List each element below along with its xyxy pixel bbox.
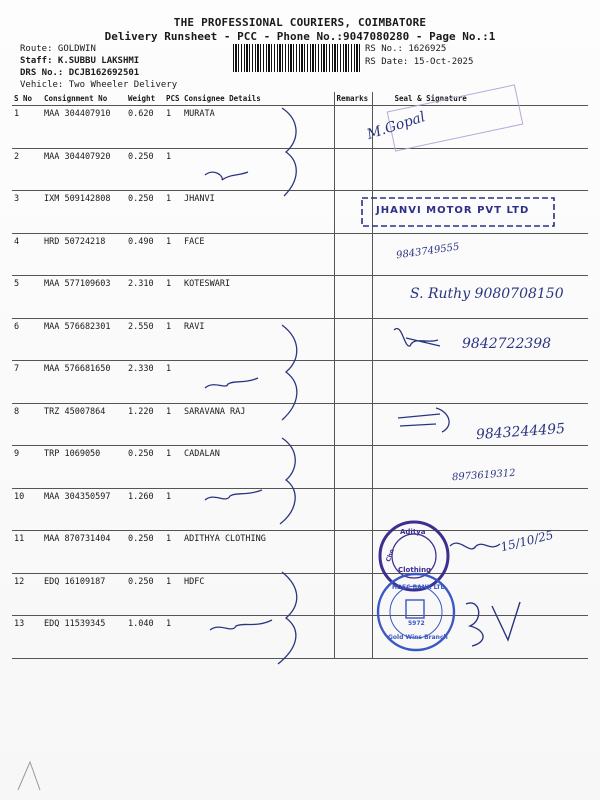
phone-row9: 8973619312 [451, 467, 516, 484]
cell-pcs: 1 [164, 531, 182, 574]
runsheet-title: Delivery Runsheet - PCC - Phone No.:9047080280 - Page No.:1 [104, 30, 496, 43]
col-consignee: Consignee Details [182, 92, 334, 106]
delivery-table [12, 92, 588, 659]
cell-seal [372, 573, 588, 616]
cell-consignment: MAA 870731404 [42, 531, 126, 574]
cell-consignee: HDFC [182, 573, 334, 616]
cell-consignment: TRZ 45007864 [42, 403, 126, 446]
cell-remarks [334, 446, 372, 489]
col-sno: S No [12, 92, 42, 106]
cell-pcs: 1 [164, 616, 182, 659]
cell-sno: 1 [12, 106, 42, 149]
cell-weight: 0.490 [126, 233, 164, 276]
cell-remarks [334, 318, 372, 361]
cell-pcs: 1 [164, 573, 182, 616]
cell-sno: 10 [12, 488, 42, 531]
cell-consignment: MAA 304407910 [42, 106, 126, 149]
cell-seal [372, 488, 588, 531]
cell-remarks [334, 276, 372, 319]
cell-pcs: 1 [164, 148, 182, 191]
route-field: Route: GOLDWIN [20, 44, 96, 54]
cell-consignment: MAA 304350597 [42, 488, 126, 531]
cell-weight: 1.260 [126, 488, 164, 531]
cell-consignee: CADALAN [182, 446, 334, 489]
cell-consignment: IXM 509142808 [42, 191, 126, 234]
stamp-jhanvi: JHANVI MOTOR PVT LTD [376, 205, 530, 216]
cell-remarks [334, 403, 372, 446]
cell-sno: 2 [12, 148, 42, 191]
cell-weight: 0.250 [126, 148, 164, 191]
cell-pcs: 1 [164, 233, 182, 276]
cell-pcs: 1 [164, 191, 182, 234]
cell-weight: 0.250 [126, 191, 164, 234]
cell-remarks [334, 148, 372, 191]
stamp-hdfc-code: 5972 [408, 620, 425, 627]
cell-consignee: RAVI [182, 318, 334, 361]
company-title: THE PROFESSIONAL COURIERS, COIMBATORE [173, 16, 427, 29]
cell-pcs: 1 [164, 361, 182, 404]
col-consignment: Consignment No [42, 92, 126, 106]
cell-weight: 0.620 [126, 106, 164, 149]
stamp-hdfc-top: HDFC BANK LTD. [392, 584, 448, 591]
cell-consignee [182, 361, 334, 404]
stamp-aditya-mid: Clothing [398, 566, 432, 574]
cell-consignee: ADITHYA CLOTHING [182, 531, 334, 574]
cell-pcs: 1 [164, 276, 182, 319]
col-pcs: PCS [164, 92, 182, 106]
cell-remarks [334, 531, 372, 574]
staff-field: Staff: K.SUBBU LAKSHMI [20, 56, 140, 66]
date-row11: 15/10/25 [499, 527, 555, 555]
col-remarks: Remarks [334, 92, 372, 106]
cell-consignee [182, 148, 334, 191]
phone-row6: 9842722398 [462, 336, 552, 352]
table-row [12, 361, 588, 404]
stamp-aditya-top: Aditya [400, 528, 426, 536]
phone-row4: 9843749555 [395, 241, 461, 262]
table-header-row [12, 92, 588, 106]
barcode [233, 44, 361, 72]
cell-consignee: FACE [182, 233, 334, 276]
signature-row5: S. Ruthy 9080708150 [410, 286, 564, 302]
cell-pcs: 1 [164, 488, 182, 531]
cell-sno: 6 [12, 318, 42, 361]
cell-consignment: MAA 576681650 [42, 361, 126, 404]
cell-sno: 13 [12, 616, 42, 659]
rs-number: RS No.: 1626925 [365, 44, 447, 54]
cell-consignee: KOTESWARI [182, 276, 334, 319]
col-weight: Weight [126, 92, 164, 106]
cell-consignee: JHANVI [182, 191, 334, 234]
cell-sno: 3 [12, 191, 42, 234]
cell-seal [372, 361, 588, 404]
cell-consignment: MAA 304407920 [42, 148, 126, 191]
cell-weight: 2.310 [126, 276, 164, 319]
signature-row1: M.Gopal [365, 109, 428, 143]
cell-consignment: MAA 577109603 [42, 276, 126, 319]
phone-row8: 9843244495 [475, 420, 566, 444]
cell-weight: 2.550 [126, 318, 164, 361]
cell-weight: 1.040 [126, 616, 164, 659]
cell-consignee: SARAVANA RAJ [182, 403, 334, 446]
cell-sno: 9 [12, 446, 42, 489]
col-seal: Seal & Signature [372, 92, 588, 106]
cell-sno: 5 [12, 276, 42, 319]
cell-consignment: TRP 1069050 [42, 446, 126, 489]
table-row [12, 148, 588, 191]
stamp-aditya-side: Chn [384, 548, 396, 563]
cell-weight: 0.250 [126, 446, 164, 489]
cell-pcs: 1 [164, 403, 182, 446]
stamp-hdfc-bottom: Gold Wins Branch [388, 634, 448, 641]
cell-weight: 1.220 [126, 403, 164, 446]
cell-seal [372, 148, 588, 191]
table-row [12, 446, 588, 489]
cell-remarks [334, 616, 372, 659]
table-row [12, 106, 588, 149]
vehicle-field: Vehicle: Two Wheeler Delivery [20, 80, 178, 90]
cell-consignee: MURATA [182, 106, 334, 149]
cell-weight: 0.250 [126, 573, 164, 616]
cell-remarks [334, 361, 372, 404]
cell-sno: 11 [12, 531, 42, 574]
drs-field: DRS No.: DCJB162692501 [20, 68, 140, 78]
cell-sno: 4 [12, 233, 42, 276]
cell-consignment: EDQ 11539345 [42, 616, 126, 659]
cell-remarks [334, 191, 372, 234]
cell-consignment: HRD 50724218 [42, 233, 126, 276]
cell-remarks [334, 573, 372, 616]
cell-consignment: EDQ 16109187 [42, 573, 126, 616]
cell-remarks [334, 488, 372, 531]
table-row [12, 233, 588, 276]
cell-consignee [182, 616, 334, 659]
cell-pcs: 1 [164, 446, 182, 489]
cell-consignee [182, 488, 334, 531]
rs-date: RS Date: 15-Oct-2025 [365, 57, 474, 67]
cell-sno: 8 [12, 403, 42, 446]
cell-pcs: 1 [164, 106, 182, 149]
cell-sno: 7 [12, 361, 42, 404]
cell-seal [372, 446, 588, 489]
cell-consignment: MAA 576682301 [42, 318, 126, 361]
cell-weight: 2.330 [126, 361, 164, 404]
cell-remarks [334, 233, 372, 276]
table-row [12, 573, 588, 616]
table-row [12, 616, 588, 659]
table-row [12, 488, 588, 531]
cell-pcs: 1 [164, 318, 182, 361]
cell-sno: 12 [12, 573, 42, 616]
cell-weight: 0.250 [126, 531, 164, 574]
